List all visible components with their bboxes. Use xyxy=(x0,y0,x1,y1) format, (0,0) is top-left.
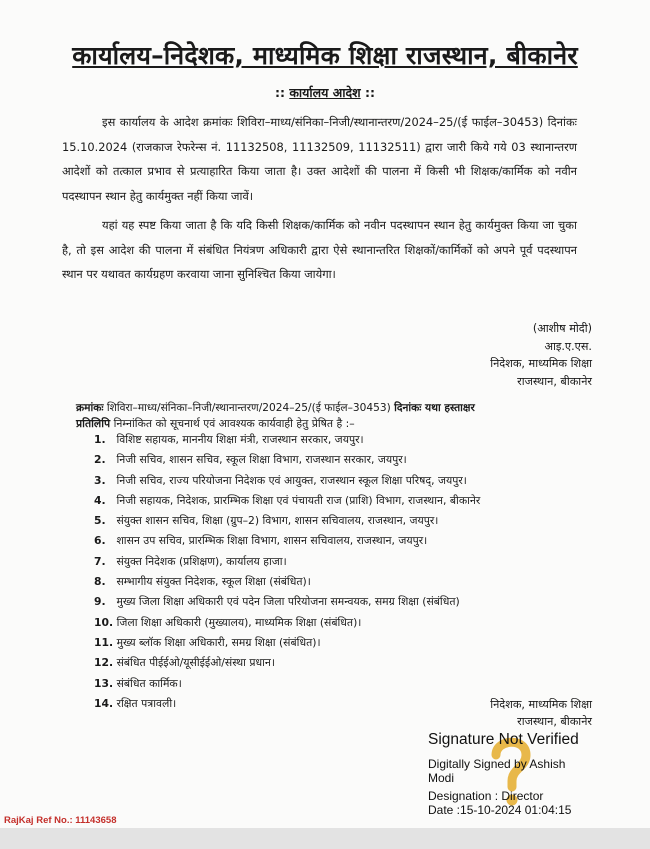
distribution-item-text: जिला शिक्षा अधिकारी (मुख्यालय), माध्यमिक शिक्षा (संबंधित)। xyxy=(116,615,362,629)
order-title xyxy=(0,84,650,101)
rajkaj-reference: RajKaj Ref No.: 11143658 xyxy=(4,815,117,826)
distribution-item xyxy=(94,531,480,551)
distribution-item-text: संयुक्त निदेशक (प्रशिक्षण), कार्यालय हाजा। xyxy=(116,554,287,568)
distribution-item-number: 5. xyxy=(94,514,106,528)
distribution-item-number: 13. xyxy=(94,676,114,690)
distribution-item-number: 7. xyxy=(94,554,106,568)
signature-block-secondary xyxy=(432,696,592,730)
distribution-item xyxy=(94,694,480,714)
signature-block-primary xyxy=(432,320,592,390)
distribution-item xyxy=(94,491,480,511)
distribution-item-number: 2. xyxy=(94,453,106,467)
signatory-service: आइ.ए.एस. xyxy=(544,339,592,353)
reference-line xyxy=(76,401,616,415)
distribution-item xyxy=(94,633,480,653)
office-heading: कार्यालय–निदेशक, माध्यमिक शिक्षा राजस्थान, बीकानेर xyxy=(72,41,578,70)
distribution-item xyxy=(94,471,480,491)
distribution-item-number: 6. xyxy=(94,534,106,548)
distribution-item-number: 12. xyxy=(94,656,114,670)
order-paragraph-1 xyxy=(62,110,577,208)
signatory-name: (आशीष मोदी) xyxy=(532,322,592,335)
signatory-place: राजस्थान, बीकानेर xyxy=(517,374,592,388)
signed-by-line-1: Digitally Signed by Ashish xyxy=(428,757,566,771)
secondary-place: राजस्थान, बीकानेर xyxy=(517,715,592,728)
signature-designation: Designation : Director xyxy=(428,789,544,803)
reference-date: दिनांकः यथा हस्ताक्षर xyxy=(394,402,475,414)
distribution-item-text: संबंधित कार्मिक। xyxy=(116,676,182,690)
secondary-designation: निदेशक, माध्यमिक शिक्षा xyxy=(490,698,592,711)
distribution-item-number: 14. xyxy=(94,696,114,710)
distribution-item-text: मुख्य जिला शिक्षा अधिकारी एवं पदेन जिला परियोजना समन्वयक, समग्र शिक्षा (संबंधित) xyxy=(116,595,460,609)
distribution-item-text: संबंधित पीईईओ/यूसीईईओ/संस्था प्रधान। xyxy=(116,656,275,670)
distribution-list xyxy=(94,430,480,714)
distribution-item-text: रक्षित पत्रावली। xyxy=(116,696,177,710)
distribution-item-number: 8. xyxy=(94,575,106,589)
order-title-text: कार्यालय आदेश xyxy=(289,85,361,100)
copy-label: प्रतिलिपि xyxy=(76,417,111,430)
order-title-prefix: :: xyxy=(274,85,285,100)
distribution-item xyxy=(94,592,480,612)
distribution-item xyxy=(94,572,480,592)
reference-label: क्रमांकः xyxy=(76,402,104,414)
distribution-item xyxy=(94,450,480,470)
distribution-item-number: 4. xyxy=(94,493,106,507)
distribution-item xyxy=(94,613,480,633)
distribution-item-text: शासन उप सचिव, प्रारम्भिक शिक्षा विभाग, शासन सचिवालय, राजस्थान, जयपुर। xyxy=(116,534,428,548)
distribution-item xyxy=(94,430,480,450)
reference-number: शिविरा–माध्य/संनिका–निजी/स्थानान्तरण/2024–25/(ई फाईल–30453) xyxy=(106,402,391,414)
digital-signature-block xyxy=(428,731,618,817)
distribution-item-text: मुख्य ब्लॉक शिक्षा अधिकारी, समग्र शिक्षा (संबंधित)। xyxy=(116,635,321,649)
paragraph-2-text: यहां यह स्पष्ट किया जाता है कि यदि किसी शिक्षक/कार्मिक को नवीन पदस्थापन स्थान हेतु कार्यमुक्त किया जा चुका है, तो इस आदेश की पालना में संबंधित नियंत्रण अधिकारी द्वारा ऐसे स्थानान्तरित शिक्षकों/कार्मिकों को अपने पूर्व पदस्थापन स्थान पर यथावत कार्यग्रहण करवाया जाना सुनिश्चित किया जायेगा। xyxy=(62,218,577,281)
copy-text: निम्नांकित को सूचनार्थ एवं आवश्यक कार्यवाही हेतु प्रेषित है :– xyxy=(113,417,355,430)
distribution-item-number: 1. xyxy=(94,433,106,446)
distribution-item-number: 11. xyxy=(94,635,114,649)
distribution-item xyxy=(94,552,480,572)
order-title-suffix: :: xyxy=(365,85,376,100)
distribution-item-text: सम्भागीय संयुक्त निदेशक, स्कूल शिक्षा (संबंधित)। xyxy=(116,575,311,589)
copy-to-line xyxy=(76,416,355,431)
distribution-item xyxy=(94,653,480,673)
distribution-item-text: निजी सहायक, निदेशक, प्रारम्भिक शिक्षा एवं पंचायती राज (प्राशि) विभाग, राजस्थान, बीकानेर xyxy=(116,493,481,507)
signature-date: Date :15-10-2024 01:04:15 xyxy=(428,803,572,817)
distribution-item-number: 3. xyxy=(94,473,106,487)
distribution-item-text: संयुक्त शासन सचिव, शिक्षा (ग्रुप–2) विभाग, शासन सचिवालय, राजस्थान, जयपुर। xyxy=(116,514,439,528)
page-bottom-shade xyxy=(0,828,650,849)
distribution-item-text: निजी सचिव, शासन सचिव, स्कूल शिक्षा विभाग, राजस्थान सरकार, जयपुर। xyxy=(116,453,407,467)
signatory-designation: निदेशक, माध्यमिक शिक्षा xyxy=(490,357,592,370)
distribution-item-text: विशिष्ट सहायक, माननीय शिक्षा मंत्री, राजस्थान सरकार, जयपुर। xyxy=(116,433,364,446)
paragraph-1-text: इस कार्यालय के आदेश क्रमांकः शिविरा–माध्य/संनिका–निजी/स्थानान्तरण/2024–25/(ई फाईल–30453) दिनांकः 15.10.2024 (राजकाज रेफरेन्स नं. 11132508, 11132509, 11132511) द्वारा जारी किये गये 03 स्थानान्तरण आदेशों को तत्काल प्रभाव से प्रत्याहारित किया जाता है। उक्त आदेशों की पालना में किसी भी शिक्षक/कार्मिक को नवीन पदस्थापन स्थान हेतु कार्यमुक्त नहीं किया जावें। xyxy=(62,115,577,203)
distribution-item xyxy=(94,674,480,694)
distribution-item xyxy=(94,511,480,531)
signed-by-line-2: Modi xyxy=(428,771,455,785)
signature-status: Signature Not Verified xyxy=(428,731,579,748)
distribution-item-number: 10. xyxy=(94,615,114,629)
distribution-item-number: 9. xyxy=(94,595,106,609)
order-paragraph-2 xyxy=(62,213,577,287)
distribution-item-text: निजी सचिव, राज्य परियोजना निदेशक एवं आयुक्त, राजस्थान स्कूल शिक्षा परिषद्, जयपुर। xyxy=(116,473,467,487)
